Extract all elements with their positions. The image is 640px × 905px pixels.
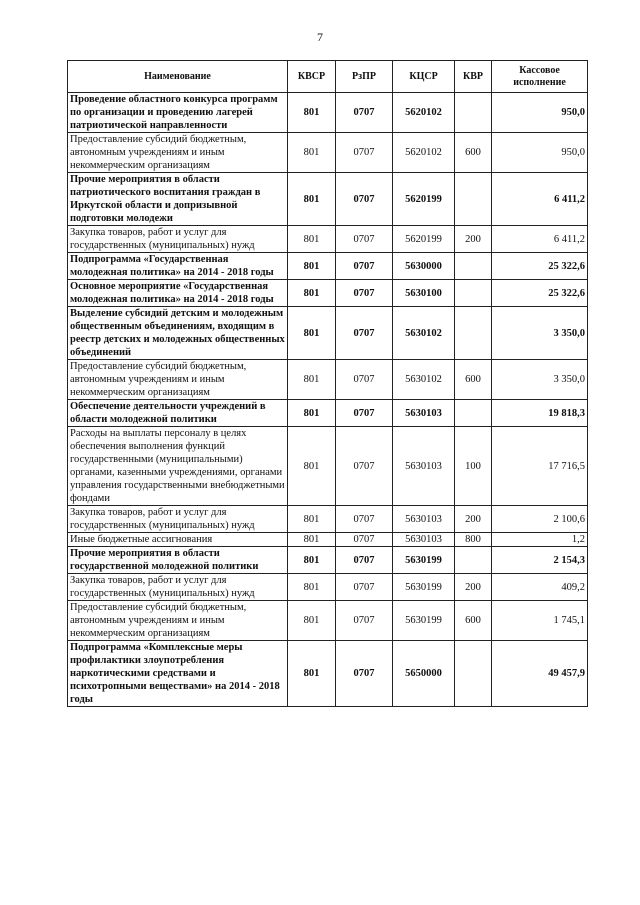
cell-kvsr: 801 bbox=[288, 93, 336, 133]
cell-kvsr: 801 bbox=[288, 547, 336, 574]
cell-rzpr: 0707 bbox=[336, 547, 393, 574]
cell-rzpr: 0707 bbox=[336, 427, 393, 506]
cell-sum: 2 154,3 bbox=[492, 547, 588, 574]
cell-rzpr: 0707 bbox=[336, 226, 393, 253]
cell-rzpr: 0707 bbox=[336, 280, 393, 307]
header-kvr: КВР bbox=[455, 61, 492, 93]
cell-rzpr: 0707 bbox=[336, 307, 393, 360]
cell-kvsr: 801 bbox=[288, 360, 336, 400]
cell-name: Предоставление субсидий бюджетным, автономным учреждениям и иным некоммерческим организациям bbox=[68, 360, 288, 400]
cell-kvr: 600 bbox=[455, 601, 492, 641]
cell-sum: 25 322,6 bbox=[492, 253, 588, 280]
cell-kvsr: 801 bbox=[288, 641, 336, 707]
header-kcsr: КЦСР bbox=[393, 61, 455, 93]
table-row bbox=[68, 506, 588, 533]
table-row bbox=[68, 547, 588, 574]
cell-kvsr: 801 bbox=[288, 533, 336, 547]
table-row bbox=[68, 93, 588, 133]
cell-rzpr: 0707 bbox=[336, 173, 393, 226]
cell-kvsr: 801 bbox=[288, 173, 336, 226]
table-body bbox=[68, 93, 588, 707]
cell-name: Обеспечение деятельности учреждений в области молодежной политики bbox=[68, 400, 288, 427]
cell-rzpr: 0707 bbox=[336, 641, 393, 707]
cell-name: Выделение субсидий детским и молодежным общественным объединениям, входящим в реестр детских и молодежных общественных объединений bbox=[68, 307, 288, 360]
cell-kvr bbox=[455, 547, 492, 574]
cell-kvr: 600 bbox=[455, 360, 492, 400]
cell-rzpr: 0707 bbox=[336, 574, 393, 601]
cell-name: Проведение областного конкурса программ по организации и проведению лагерей патриотической направленности bbox=[68, 93, 288, 133]
cell-kcsr: 5630102 bbox=[393, 307, 455, 360]
cell-rzpr: 0707 bbox=[336, 360, 393, 400]
cell-sum: 25 322,6 bbox=[492, 280, 588, 307]
cell-kvsr: 801 bbox=[288, 574, 336, 601]
cell-kcsr: 5630199 bbox=[393, 601, 455, 641]
cell-sum: 2 100,6 bbox=[492, 506, 588, 533]
cell-kcsr: 5650000 bbox=[393, 641, 455, 707]
cell-kvr: 600 bbox=[455, 133, 492, 173]
cell-rzpr: 0707 bbox=[336, 133, 393, 173]
cell-sum: 17 716,5 bbox=[492, 427, 588, 506]
cell-name: Закупка товаров, работ и услуг для государственных (муниципальных) нужд bbox=[68, 574, 288, 601]
cell-kcsr: 5630000 bbox=[393, 253, 455, 280]
cell-kvsr: 801 bbox=[288, 133, 336, 173]
cell-kvsr: 801 bbox=[288, 226, 336, 253]
cell-kvsr: 801 bbox=[288, 506, 336, 533]
cell-kcsr: 5630199 bbox=[393, 547, 455, 574]
cell-sum: 49 457,9 bbox=[492, 641, 588, 707]
cell-kcsr: 5630103 bbox=[393, 506, 455, 533]
cell-kvr: 800 bbox=[455, 533, 492, 547]
cell-kcsr: 5630103 bbox=[393, 400, 455, 427]
cell-kvr bbox=[455, 400, 492, 427]
header-name: Наименование bbox=[68, 61, 288, 93]
table-row bbox=[68, 360, 588, 400]
cell-kcsr: 5620199 bbox=[393, 226, 455, 253]
cell-kcsr: 5630103 bbox=[393, 427, 455, 506]
cell-sum: 3 350,0 bbox=[492, 307, 588, 360]
cell-rzpr: 0707 bbox=[336, 601, 393, 641]
cell-name: Прочие мероприятия в области государственной молодежной политики bbox=[68, 547, 288, 574]
cell-rzpr: 0707 bbox=[336, 533, 393, 547]
cell-name: Предоставление субсидий бюджетным, автономным учреждениям и иным некоммерческим организациям bbox=[68, 601, 288, 641]
cell-kvr bbox=[455, 173, 492, 226]
cell-name: Подпрограмма «Комплексные меры профилактики злоупотребления наркотическими средствами и психотропными веществами» на 2014 - 2018 годы bbox=[68, 641, 288, 707]
table-row bbox=[68, 400, 588, 427]
table-row bbox=[68, 280, 588, 307]
cell-kcsr: 5620102 bbox=[393, 93, 455, 133]
cell-name: Подпрограмма «Государственная молодежная политика» на 2014 - 2018 годы bbox=[68, 253, 288, 280]
cell-kvr: 200 bbox=[455, 506, 492, 533]
cell-name: Предоставление субсидий бюджетным, автономным учреждениям и иным некоммерческим организациям bbox=[68, 133, 288, 173]
page-number: 7 bbox=[317, 30, 323, 44]
table-header-row bbox=[68, 61, 588, 93]
header-sum: Кассовое исполнение bbox=[492, 61, 588, 93]
cell-sum: 1 745,1 bbox=[492, 601, 588, 641]
cell-kcsr: 5620102 bbox=[393, 133, 455, 173]
table-row bbox=[68, 533, 588, 547]
cell-sum: 19 818,3 bbox=[492, 400, 588, 427]
cell-kvr bbox=[455, 307, 492, 360]
table-row bbox=[68, 253, 588, 280]
table-row bbox=[68, 574, 588, 601]
cell-name: Расходы на выплаты персоналу в целях обеспечения выполнения функций государственными (муниципальными) органами, казенными учреждениями, органами управления государственными внебюджетными фондами bbox=[68, 427, 288, 506]
cell-sum: 409,2 bbox=[492, 574, 588, 601]
header-kvsr: КВСР bbox=[288, 61, 336, 93]
cell-kcsr: 5630100 bbox=[393, 280, 455, 307]
cell-sum: 3 350,0 bbox=[492, 360, 588, 400]
cell-kcsr: 5630103 bbox=[393, 533, 455, 547]
table-row bbox=[68, 601, 588, 641]
cell-kvr: 200 bbox=[455, 574, 492, 601]
cell-sum: 6 411,2 bbox=[492, 173, 588, 226]
budget-table bbox=[67, 60, 588, 707]
table-row bbox=[68, 641, 588, 707]
cell-rzpr: 0707 bbox=[336, 400, 393, 427]
cell-rzpr: 0707 bbox=[336, 253, 393, 280]
cell-sum: 1,2 bbox=[492, 533, 588, 547]
cell-sum: 950,0 bbox=[492, 133, 588, 173]
cell-kvsr: 801 bbox=[288, 427, 336, 506]
cell-kvsr: 801 bbox=[288, 253, 336, 280]
cell-kcsr: 5620199 bbox=[393, 173, 455, 226]
cell-kcsr: 5630102 bbox=[393, 360, 455, 400]
cell-name: Основное мероприятие «Государственная молодежная политика» на 2014 - 2018 годы bbox=[68, 280, 288, 307]
cell-kvr bbox=[455, 280, 492, 307]
cell-kvsr: 801 bbox=[288, 601, 336, 641]
cell-rzpr: 0707 bbox=[336, 506, 393, 533]
cell-kvsr: 801 bbox=[288, 400, 336, 427]
cell-kvsr: 801 bbox=[288, 280, 336, 307]
cell-name: Иные бюджетные ассигнования bbox=[68, 533, 288, 547]
cell-kvsr: 801 bbox=[288, 307, 336, 360]
table-row bbox=[68, 133, 588, 173]
cell-rzpr: 0707 bbox=[336, 93, 393, 133]
table-row bbox=[68, 173, 588, 226]
cell-kvr: 200 bbox=[455, 226, 492, 253]
table-row bbox=[68, 226, 588, 253]
cell-name: Закупка товаров, работ и услуг для государственных (муниципальных) нужд bbox=[68, 226, 288, 253]
cell-kvr bbox=[455, 641, 492, 707]
cell-kvr: 100 bbox=[455, 427, 492, 506]
cell-name: Прочие мероприятия в области патриотического воспитания граждан в Иркутской области и допризывной подготовки молодежи bbox=[68, 173, 288, 226]
cell-kvr bbox=[455, 253, 492, 280]
cell-name: Закупка товаров, работ и услуг для государственных (муниципальных) нужд bbox=[68, 506, 288, 533]
header-rzpr: РзПР bbox=[336, 61, 393, 93]
cell-sum: 950,0 bbox=[492, 93, 588, 133]
table-row bbox=[68, 427, 588, 506]
table-row bbox=[68, 307, 588, 360]
cell-sum: 6 411,2 bbox=[492, 226, 588, 253]
cell-kcsr: 5630199 bbox=[393, 574, 455, 601]
cell-kvr bbox=[455, 93, 492, 133]
